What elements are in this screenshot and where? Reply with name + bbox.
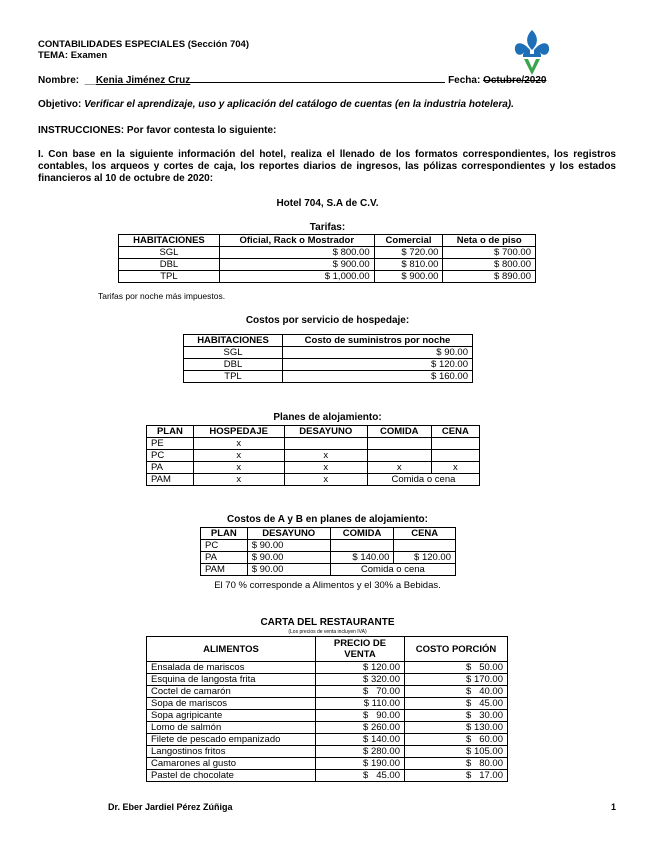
carta-table	[146, 636, 508, 782]
table-cell: PC	[201, 540, 248, 552]
table-cell: Pastel de chocolate	[147, 770, 316, 782]
table-cell: x	[193, 450, 284, 462]
table-cell: $ 17.00	[405, 770, 508, 782]
objective-label: Objetivo:	[38, 99, 82, 110]
fleur-de-lis-logo-icon	[512, 28, 552, 78]
section-1-text: I. Con base en la siguiente información del hotel, realiza el llenado de los formatos correspondientes, los registros contables, los arqueos y cortes de caja, los reportes diarios de ingresos, las pólizas correspondientes y los estados financieros al 10 de octubre de 2020:	[38, 149, 616, 184]
table-cell: x	[431, 462, 479, 474]
table-cell: TPL	[119, 271, 220, 283]
col-header: HABITACIONES	[119, 235, 220, 247]
name-label: Nombre:	[38, 75, 80, 86]
table-cell: $ 260.00	[316, 722, 405, 734]
table-cell: $ 45.00	[405, 698, 508, 710]
table-cell: $ 810.00	[374, 259, 443, 271]
table-cell: x	[367, 462, 431, 474]
table-row	[147, 450, 480, 462]
table-cell: TPL	[184, 371, 283, 383]
table-cell: $ 90.00	[247, 540, 330, 552]
table-cell: $ 130.00	[405, 722, 508, 734]
table-row	[147, 462, 480, 474]
table-row	[147, 474, 480, 486]
col-header: PLAN	[201, 528, 248, 540]
table-cell	[367, 438, 431, 450]
table-cell: Sopa agripicante	[147, 710, 316, 722]
table-row	[147, 734, 508, 746]
table-row	[184, 347, 473, 359]
table-cell: $ 190.00	[316, 758, 405, 770]
tarifas-note: Tarifas por noche más impuestos.	[98, 291, 226, 301]
table-cell: DBL	[184, 359, 283, 371]
table-row	[119, 247, 536, 259]
table-cell: $ 800.00	[219, 247, 374, 259]
table-cell: $ 50.00	[405, 662, 508, 674]
table-row	[147, 674, 508, 686]
table-cell: PE	[147, 438, 194, 450]
table-cell: $ 90.00	[283, 347, 473, 359]
table-cell: $ 720.00	[374, 247, 443, 259]
table-cell: $ 80.00	[405, 758, 508, 770]
table-cell: $ 280.00	[316, 746, 405, 758]
table-cell: x	[193, 474, 284, 486]
table-cell: $ 90.00	[316, 710, 405, 722]
costos-ayb-note: El 70 % corresponde a Alimentos y el 30% a Bebidas.	[214, 580, 441, 591]
table-cell: $ 170.00	[405, 674, 508, 686]
col-header: DESAYUNO	[284, 426, 367, 438]
table-row	[147, 710, 508, 722]
col-header: HOSPEDAJE	[193, 426, 284, 438]
table-cell	[394, 540, 456, 552]
table-cell	[431, 438, 479, 450]
table-cell	[431, 450, 479, 462]
exam-topic: TEMA: Examen	[38, 50, 108, 61]
table-cell: $ 120.00	[316, 662, 405, 674]
carta-subtitle: (Los precios de venta incluyen IVA)	[288, 629, 367, 635]
footer-author: Dr. Eber Jardiel Pérez Zúñiga	[108, 802, 233, 812]
col-header: CENA	[431, 426, 479, 438]
table-row	[119, 271, 536, 283]
table-cell: Comida o cena	[367, 474, 479, 486]
table-cell: $ 45.00	[316, 770, 405, 782]
table-row	[201, 552, 456, 564]
table-header-row	[147, 637, 508, 662]
col-header: HABITACIONES	[184, 335, 283, 347]
date-value: Octubre/2020	[483, 75, 547, 86]
document-header	[38, 39, 249, 61]
tarifas-table	[118, 234, 536, 283]
planes-title: Planes de alojamiento:	[273, 412, 382, 423]
table-row	[119, 259, 536, 271]
table-row	[201, 564, 456, 576]
table-cell: x	[284, 450, 367, 462]
table-cell: $ 110.00	[316, 698, 405, 710]
table-row	[184, 359, 473, 371]
tarifas-title: Tarifas:	[309, 222, 346, 233]
table-cell	[367, 450, 431, 462]
table-cell	[284, 438, 367, 450]
table-header-row	[147, 426, 480, 438]
table-row	[147, 770, 508, 782]
page-number: 1	[611, 802, 617, 812]
table-cell: $ 1,000.00	[219, 271, 374, 283]
table-cell: PAM	[147, 474, 194, 486]
table-cell: Camarones al gusto	[147, 758, 316, 770]
table-cell: $ 160.00	[283, 371, 473, 383]
table-cell: PAM	[201, 564, 248, 576]
costos-hospedaje-table	[183, 334, 473, 383]
costos-ayb-table	[200, 527, 456, 576]
table-cell: $ 700.00	[443, 247, 536, 259]
carta-title: CARTA DEL RESTAURANTE	[260, 617, 395, 628]
col-header: Oficial, Rack o Mostrador	[219, 235, 374, 247]
table-cell: Ensalada de mariscos	[147, 662, 316, 674]
table-cell: PA	[147, 462, 194, 474]
col-header: PLAN	[147, 426, 194, 438]
costos-hospedaje-title: Costos por servicio de hospedaje:	[245, 315, 410, 326]
col-header: CENA	[394, 528, 456, 540]
course-title: CONTABILIDADES ESPECIALES (Sección 704)	[38, 39, 249, 50]
col-header: COMIDA	[367, 426, 431, 438]
student-name: Kenia Jiménez Cruz	[95, 75, 191, 86]
table-cell: SGL	[184, 347, 283, 359]
table-row	[147, 758, 508, 770]
col-header: ALIMENTOS	[147, 637, 316, 662]
table-cell: SGL	[119, 247, 220, 259]
table-cell: $ 120.00	[394, 552, 456, 564]
col-header: COSTO PORCIÓN	[405, 637, 508, 662]
table-row	[184, 371, 473, 383]
table-cell: $ 30.00	[405, 710, 508, 722]
table-cell: Esquina de langosta frita	[147, 674, 316, 686]
table-cell: x	[284, 462, 367, 474]
table-cell: Langostinos fritos	[147, 746, 316, 758]
table-cell: $ 800.00	[443, 259, 536, 271]
col-header: Neta o de piso	[443, 235, 536, 247]
table-cell: $ 90.00	[247, 564, 330, 576]
table-cell: Filete de pescado empanizado	[147, 734, 316, 746]
table-header-row	[201, 528, 456, 540]
table-cell: $ 120.00	[283, 359, 473, 371]
table-cell: Coctel de camarón	[147, 686, 316, 698]
table-row	[147, 722, 508, 734]
table-cell: Sopa de mariscos	[147, 698, 316, 710]
table-cell: x	[193, 462, 284, 474]
table-cell: $ 320.00	[316, 674, 405, 686]
table-row	[147, 746, 508, 758]
table-cell: $ 890.00	[443, 271, 536, 283]
table-cell: $ 140.00	[316, 734, 405, 746]
col-header: DESAYUNO	[247, 528, 330, 540]
objective	[38, 99, 514, 110]
date-label: Fecha:	[448, 75, 481, 86]
col-header: Comercial	[374, 235, 443, 247]
table-cell	[330, 540, 394, 552]
student-line: Nombre: __Kenia Jiménez Cruz Fecha: Octubre/2020	[38, 75, 547, 86]
table-cell: $ 90.00	[247, 552, 330, 564]
table-cell: $ 40.00	[405, 686, 508, 698]
col-header: PRECIO DE VENTA	[316, 637, 405, 662]
col-header: Costo de suministros por noche	[283, 335, 473, 347]
table-cell: DBL	[119, 259, 220, 271]
table-cell: PC	[147, 450, 194, 462]
objective-text: Verificar el aprendizaje, uso y aplicación del catálogo de cuentas (en la industria hotelera).	[84, 99, 514, 110]
table-header-row	[184, 335, 473, 347]
planes-table	[146, 425, 480, 486]
table-cell: x	[284, 474, 367, 486]
table-cell: x	[193, 438, 284, 450]
table-cell: $ 900.00	[219, 259, 374, 271]
table-cell: Comida o cena	[330, 564, 455, 576]
table-row	[201, 540, 456, 552]
table-row	[147, 662, 508, 674]
table-cell: $ 900.00	[374, 271, 443, 283]
table-row	[147, 438, 480, 450]
table-row	[147, 686, 508, 698]
table-row	[147, 698, 508, 710]
costos-ayb-title: Costos de A y B en planes de alojamiento:	[227, 514, 428, 525]
table-cell: $ 105.00	[405, 746, 508, 758]
table-cell: PA	[201, 552, 248, 564]
table-header-row	[119, 235, 536, 247]
table-cell: Lomo de salmón	[147, 722, 316, 734]
instructions: INSTRUCCIONES: Por favor contesta lo siguiente:	[38, 125, 277, 136]
table-cell: $ 70.00	[316, 686, 405, 698]
table-cell: $ 60.00	[405, 734, 508, 746]
table-cell: $ 140.00	[330, 552, 394, 564]
hotel-name: Hotel 704, S.A de C.V.	[276, 198, 379, 209]
col-header: COMIDA	[330, 528, 394, 540]
